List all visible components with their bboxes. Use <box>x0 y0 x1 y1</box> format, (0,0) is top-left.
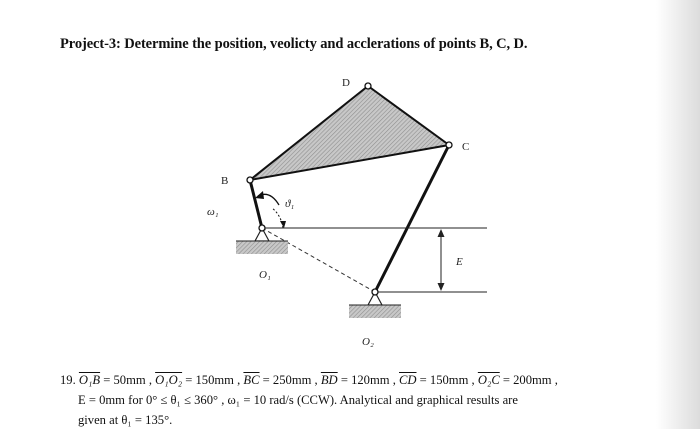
problem-line-2: E = 0mm for 0° ≤ θ₁ ≤ 360° , ω₁ = 10 rad/s (CCW). Analytical and graphical results are <box>78 393 518 407</box>
problem-number: 19. <box>60 373 76 387</box>
joint-D <box>365 83 371 89</box>
dim-O1B-value: = 50mm , <box>103 373 152 387</box>
label-O1: O₁ <box>259 269 271 281</box>
label-O2: O₂ <box>362 336 374 348</box>
crank-link <box>250 180 262 228</box>
joint-O2 <box>372 289 378 295</box>
dim-O2C-value: = 200mm , <box>502 373 558 387</box>
dim-O1O2: O₁O₂ <box>155 373 183 387</box>
joint-C <box>446 142 452 148</box>
dim-O1B: O₁B <box>78 373 101 387</box>
label-omega1: ω₁ <box>207 206 219 218</box>
label-D: D <box>342 77 350 89</box>
dimension-E-arrow-up <box>438 229 445 237</box>
ground-link-dashed <box>262 228 375 292</box>
dim-BC-value: = 250mm , <box>262 373 318 387</box>
theta-arc <box>272 208 283 228</box>
rocker-link <box>375 145 449 292</box>
ground-hatch-O2 <box>349 305 401 318</box>
problem-statement <box>60 370 620 430</box>
label-theta1: ϑ₁ <box>285 198 295 210</box>
ground-hatch-O1 <box>236 241 288 254</box>
dim-BC: $\overline{BC}$ <box>243 373 260 387</box>
label-C: C <box>462 141 470 153</box>
label-E: E <box>456 256 463 268</box>
dim-O2C: O₂C <box>477 373 500 387</box>
dim-BD: $\overline{BD}$ <box>320 373 338 387</box>
label-B: B <box>221 175 229 187</box>
joint-O1 <box>259 225 265 231</box>
dimension-E-arrow-down <box>438 283 445 291</box>
dim-O1O2-value: = 150mm , <box>185 373 241 387</box>
coupler-triangle <box>250 86 449 180</box>
dim-CD-value: = 150mm , <box>419 373 475 387</box>
joint-B <box>247 177 253 183</box>
dim-CD: $\overline{CD}$ <box>399 373 417 387</box>
dim-BD-value: = 120mm , <box>340 373 396 387</box>
problem-line-1 <box>60 370 620 390</box>
page-title: Project-3: Determine the position, veolicty and acclerations of points B, C, D. <box>60 36 528 52</box>
problem-line-3: given at θ₁ = 135°. <box>78 413 173 427</box>
